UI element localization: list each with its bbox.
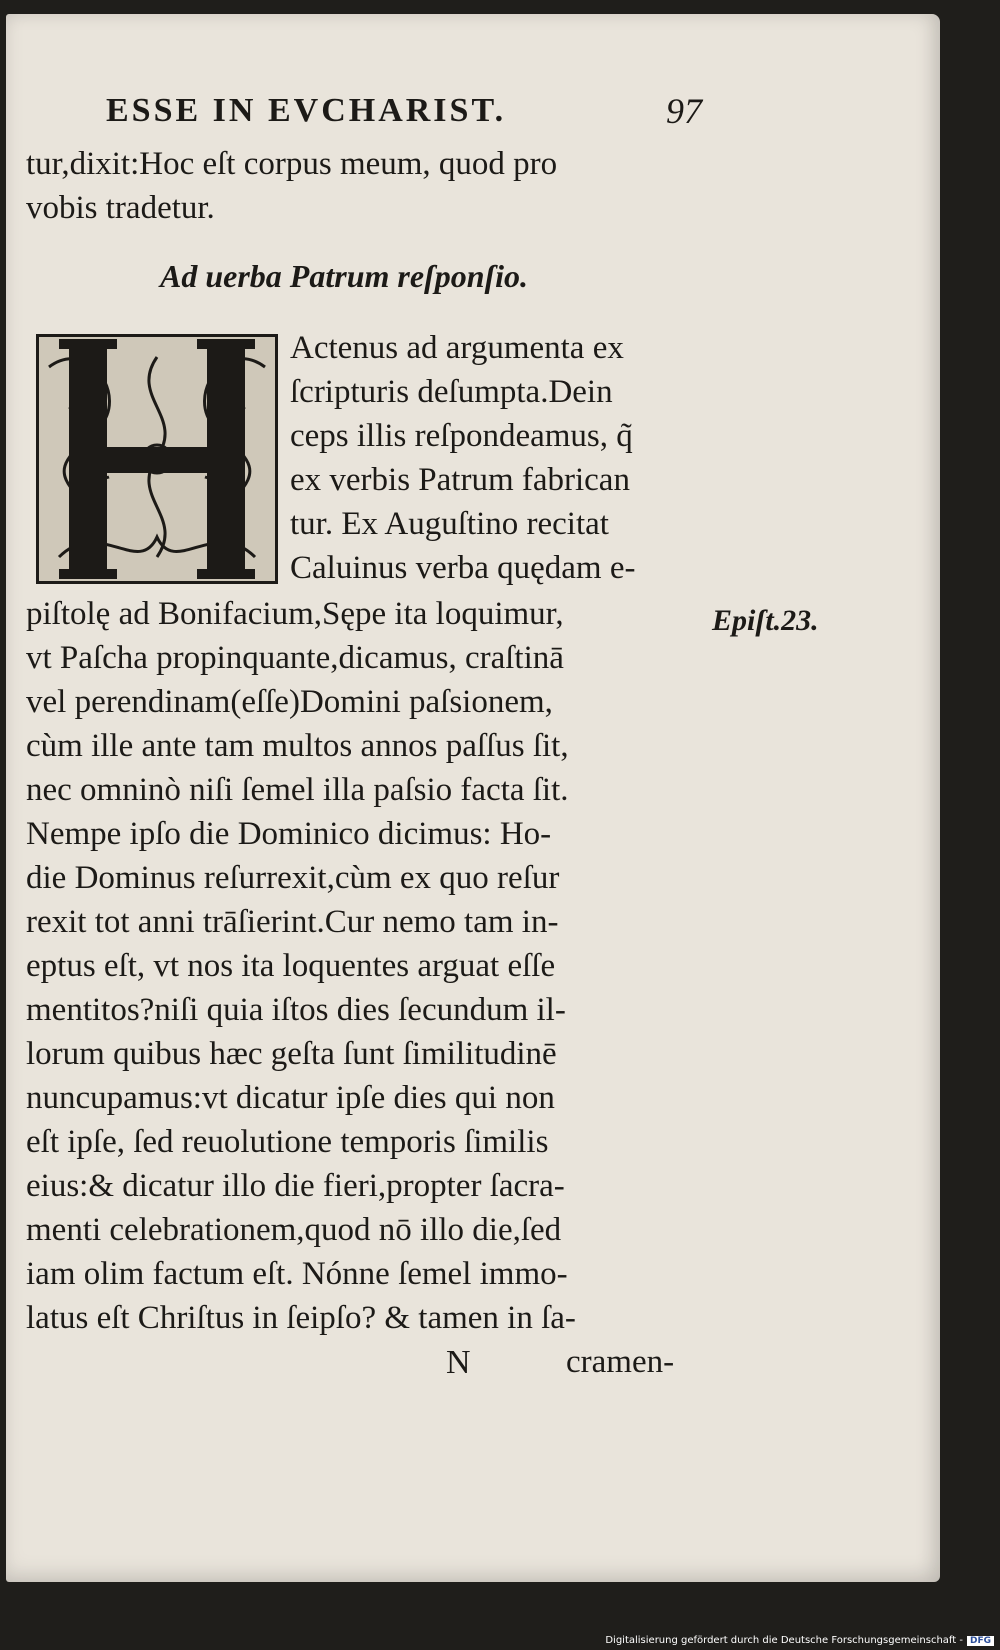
text-line: menti celebrationem,quod nō illo die,ſed <box>26 1212 562 1248</box>
decorated-initial-letter <box>36 334 278 584</box>
text-line: lorum quibus hæc geſta ſunt ſimilitudinē <box>26 1036 557 1072</box>
text-line: ſcripturis deſumpta.Dein <box>290 374 613 410</box>
text-line: iam olim factum eſt. Nónne ſemel immo- <box>26 1256 568 1292</box>
text-line: die Dominus reſurrexit,cùm ex quo reſur <box>26 860 560 896</box>
text-line: Caluinus verba quędam e- <box>290 550 636 586</box>
text-line: latus eſt Chriſtus in ſeipſo? & tamen in ſa- <box>26 1300 576 1336</box>
text-line: nuncupamus:vt dicatur ipſe dies qui non <box>26 1080 555 1116</box>
text-line: Nempe ipſo die Dominico dicimus: Ho- <box>26 816 552 852</box>
credit-text: Digitalisierung gefördert durch die Deutsche Forschungsgemeinschaft - <box>605 1635 963 1646</box>
catchword: cramen- <box>566 1344 675 1380</box>
text-line: cùm ille ante tam multos annos paſſus ſit, <box>26 728 569 764</box>
text-line: vel perendinam(eſſe)Domini paſsionem, <box>26 684 553 720</box>
digitization-credit <box>605 1635 994 1646</box>
text-line: tur. Ex Auguſtino recitat <box>290 506 609 542</box>
text-line: vt Paſcha propinquante,dicamus, craſtinā <box>26 640 564 676</box>
text-line: Actenus ad argumenta ex <box>290 330 624 366</box>
text-line: vobis tradetur. <box>26 190 215 226</box>
text-line: piſtolę ad Bonifacium,Sępe ita loquimur, <box>26 596 564 632</box>
folio-number: 97 <box>666 91 702 131</box>
text-line: ceps illis reſpondeamus, q̃ <box>290 418 633 454</box>
text-line: tur,dixit:Hoc eſt corpus meum, quod pro <box>26 146 558 182</box>
text-line: eius:& dicatur illo die fieri,propter ſacra- <box>26 1168 565 1204</box>
text-line: ex verbis Patrum fabrican <box>290 462 630 498</box>
running-head: ESSE IN EVCHARIST. <box>106 92 507 129</box>
floral-ornament-icon <box>39 337 275 581</box>
book-page <box>6 14 940 1582</box>
text-line: nec omninò niſi ſemel illa paſsio facta ſit. <box>26 772 569 808</box>
text-line: eptus eſt, vt nos ita loquentes arguat eſſe <box>26 948 556 984</box>
dfg-logo: DFG <box>967 1636 994 1646</box>
section-heading: Ad uerba Patrum reſponſio. <box>160 258 529 294</box>
signature-mark: N <box>446 1344 471 1381</box>
text-line: eſt ipſe, ſed reuolutione temporis ſimilis <box>26 1124 549 1160</box>
marginal-note: Epiſt.23. <box>712 604 819 637</box>
text-line: mentitos?niſi quia iſtos dies ſecundum il- <box>26 992 566 1028</box>
text-line: rexit tot anni trāſierint.Cur nemo tam in- <box>26 904 559 940</box>
